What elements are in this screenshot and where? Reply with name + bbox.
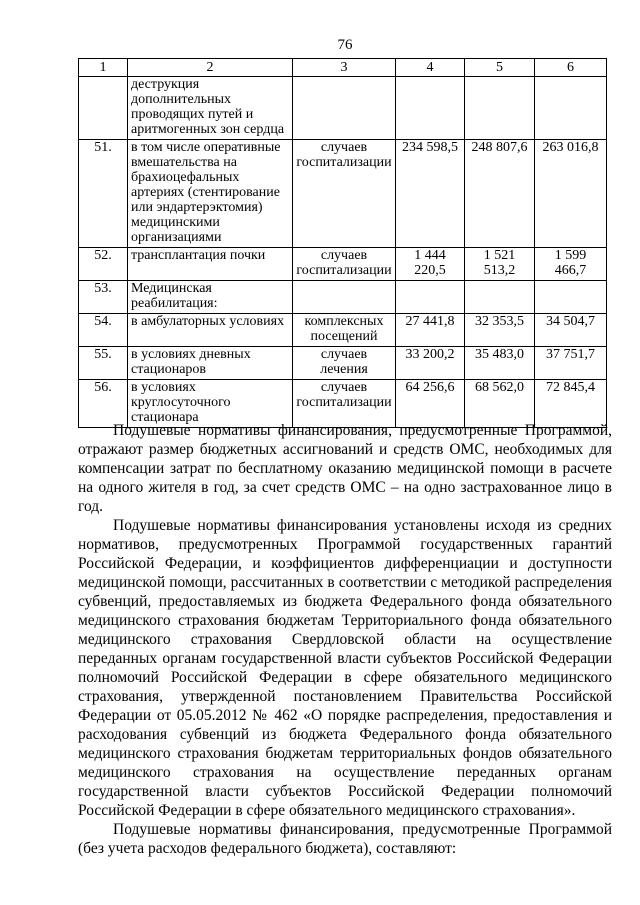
- row-value-cell: 32 353,5: [465, 314, 535, 347]
- row-value-cell: 1 444 220,5: [396, 248, 465, 281]
- row-number-cell: 54.: [79, 314, 128, 347]
- row-name-cell: трансплантация почки: [128, 248, 293, 281]
- row-unit-cell: случаев госпитализации: [293, 248, 396, 281]
- paragraph-norms-amount-intro: Подушевые нормативы финансирования, предусмотренные Программой (без учета расходов федерального бюджета), составляют:: [78, 821, 612, 857]
- row-number-cell: [79, 77, 128, 140]
- row-name-cell: Медицинская реабилитация:: [128, 281, 293, 314]
- row-unit-cell: [293, 77, 396, 140]
- body-text: [78, 421, 612, 858]
- row-value-cell: [396, 281, 465, 314]
- row-number-cell: 53.: [79, 281, 128, 314]
- row-value-cell: 263 016,8: [535, 140, 607, 248]
- row-value-cell: 1 599 466,7: [535, 248, 607, 281]
- row-value-cell: [535, 281, 607, 314]
- row-value-cell: 27 441,8: [396, 314, 465, 347]
- table-row: [79, 314, 607, 347]
- row-name-cell: в условиях круглосуточного стационара: [128, 380, 293, 428]
- row-value-cell: [396, 77, 465, 140]
- row-value-cell: 37 751,7: [535, 347, 607, 380]
- row-number-cell: 52.: [79, 248, 128, 281]
- row-number-cell: 55.: [79, 347, 128, 380]
- table-row: [79, 77, 607, 140]
- column-header-2: 2: [128, 59, 293, 77]
- row-value-cell: 35 483,0: [465, 347, 535, 380]
- table-row: [79, 248, 607, 281]
- column-header-3: 3: [293, 59, 396, 77]
- row-value-cell: 1 521 513,2: [465, 248, 535, 281]
- column-header-4: 4: [396, 59, 465, 77]
- row-value-cell: [535, 77, 607, 140]
- page-number: 76: [337, 37, 353, 53]
- row-name-cell: деструкция дополнительных проводящих путей и аритмогенных зон сердца: [128, 77, 293, 140]
- row-value-cell: 33 200,2: [396, 347, 465, 380]
- row-unit-cell: случаев госпитализации: [293, 140, 396, 248]
- table-row: [79, 347, 607, 380]
- financing-norms-table: [78, 58, 607, 428]
- paragraph-norms-basis: Подушевые нормативы финансирования установлены исходя из средних нормативов, предусмотренных Программой государственных гарантий Российской Федерации, и коэффициентов дифференциации и доступности медицинской помощи, рассчитанных в соответствии с методикой распределения субвенций, предоставляемых из бюджета Федерального фонда обязательного медицинского страхования бюджетам Территориального фонда обязательного медицинского страхования Свердловской области на осуществление переданных органам государственной власти субъектов Российской Федерации полномочий Российской Федерации в сфере обязательного медицинского страхования, утвержденной постановлением Правительства Российской Федерации от 05.05.2012 № 462 «О порядке распределения, предоставления и расходования субвенций из бюджета Федерального фонда обязательного медицинского страхования бюджетам территориальных фондов обязательного медицинского страхования на осуществление переданных органам государственной власти субъектов Российской Федерации полномочий Российской Федерации в сфере обязательного медицинского страхования».: [78, 517, 612, 819]
- row-name-cell: в условиях дневных стационаров: [128, 347, 293, 380]
- row-value-cell: 34 504,7: [535, 314, 607, 347]
- row-name-cell: в амбулаторных условиях: [128, 314, 293, 347]
- row-value-cell: 68 562,0: [465, 380, 535, 428]
- column-header-5: 5: [465, 59, 535, 77]
- row-unit-cell: случаев госпитализации: [293, 380, 396, 428]
- column-header-6: 6: [535, 59, 607, 77]
- row-name-cell: в том числе оперативные вмешательства на брахиоцефальных артериях (стентирование или эндартерэктомия) медицинскими организациями: [128, 140, 293, 248]
- row-value-cell: 234 598,5: [396, 140, 465, 248]
- row-value-cell: [465, 281, 535, 314]
- row-number-cell: 56.: [79, 380, 128, 428]
- row-value-cell: 64 256,6: [396, 380, 465, 428]
- row-unit-cell: случаев лечения: [293, 347, 396, 380]
- table-row: [79, 140, 607, 248]
- row-number-cell: 51.: [79, 140, 128, 248]
- paragraph-per-capita-norms: Подушевые нормативы финансирования, предусмотренные Программой, отражают размер бюджетных ассигнований и средств ОМС, необходимых для компенсации затрат по бесплатному оказанию медицинской помощи в расчете на одного жителя в год, за счет средств ОМС – на одно застрахованное лицо в год.: [78, 422, 612, 515]
- row-unit-cell: комплексных посещений: [293, 314, 396, 347]
- column-header-1: 1: [79, 59, 128, 77]
- row-value-cell: [465, 77, 535, 140]
- row-unit-cell: [293, 281, 396, 314]
- row-value-cell: 248 807,6: [465, 140, 535, 248]
- row-value-cell: 72 845,4: [535, 380, 607, 428]
- table-row: [79, 281, 607, 314]
- table-header-row: [79, 59, 607, 77]
